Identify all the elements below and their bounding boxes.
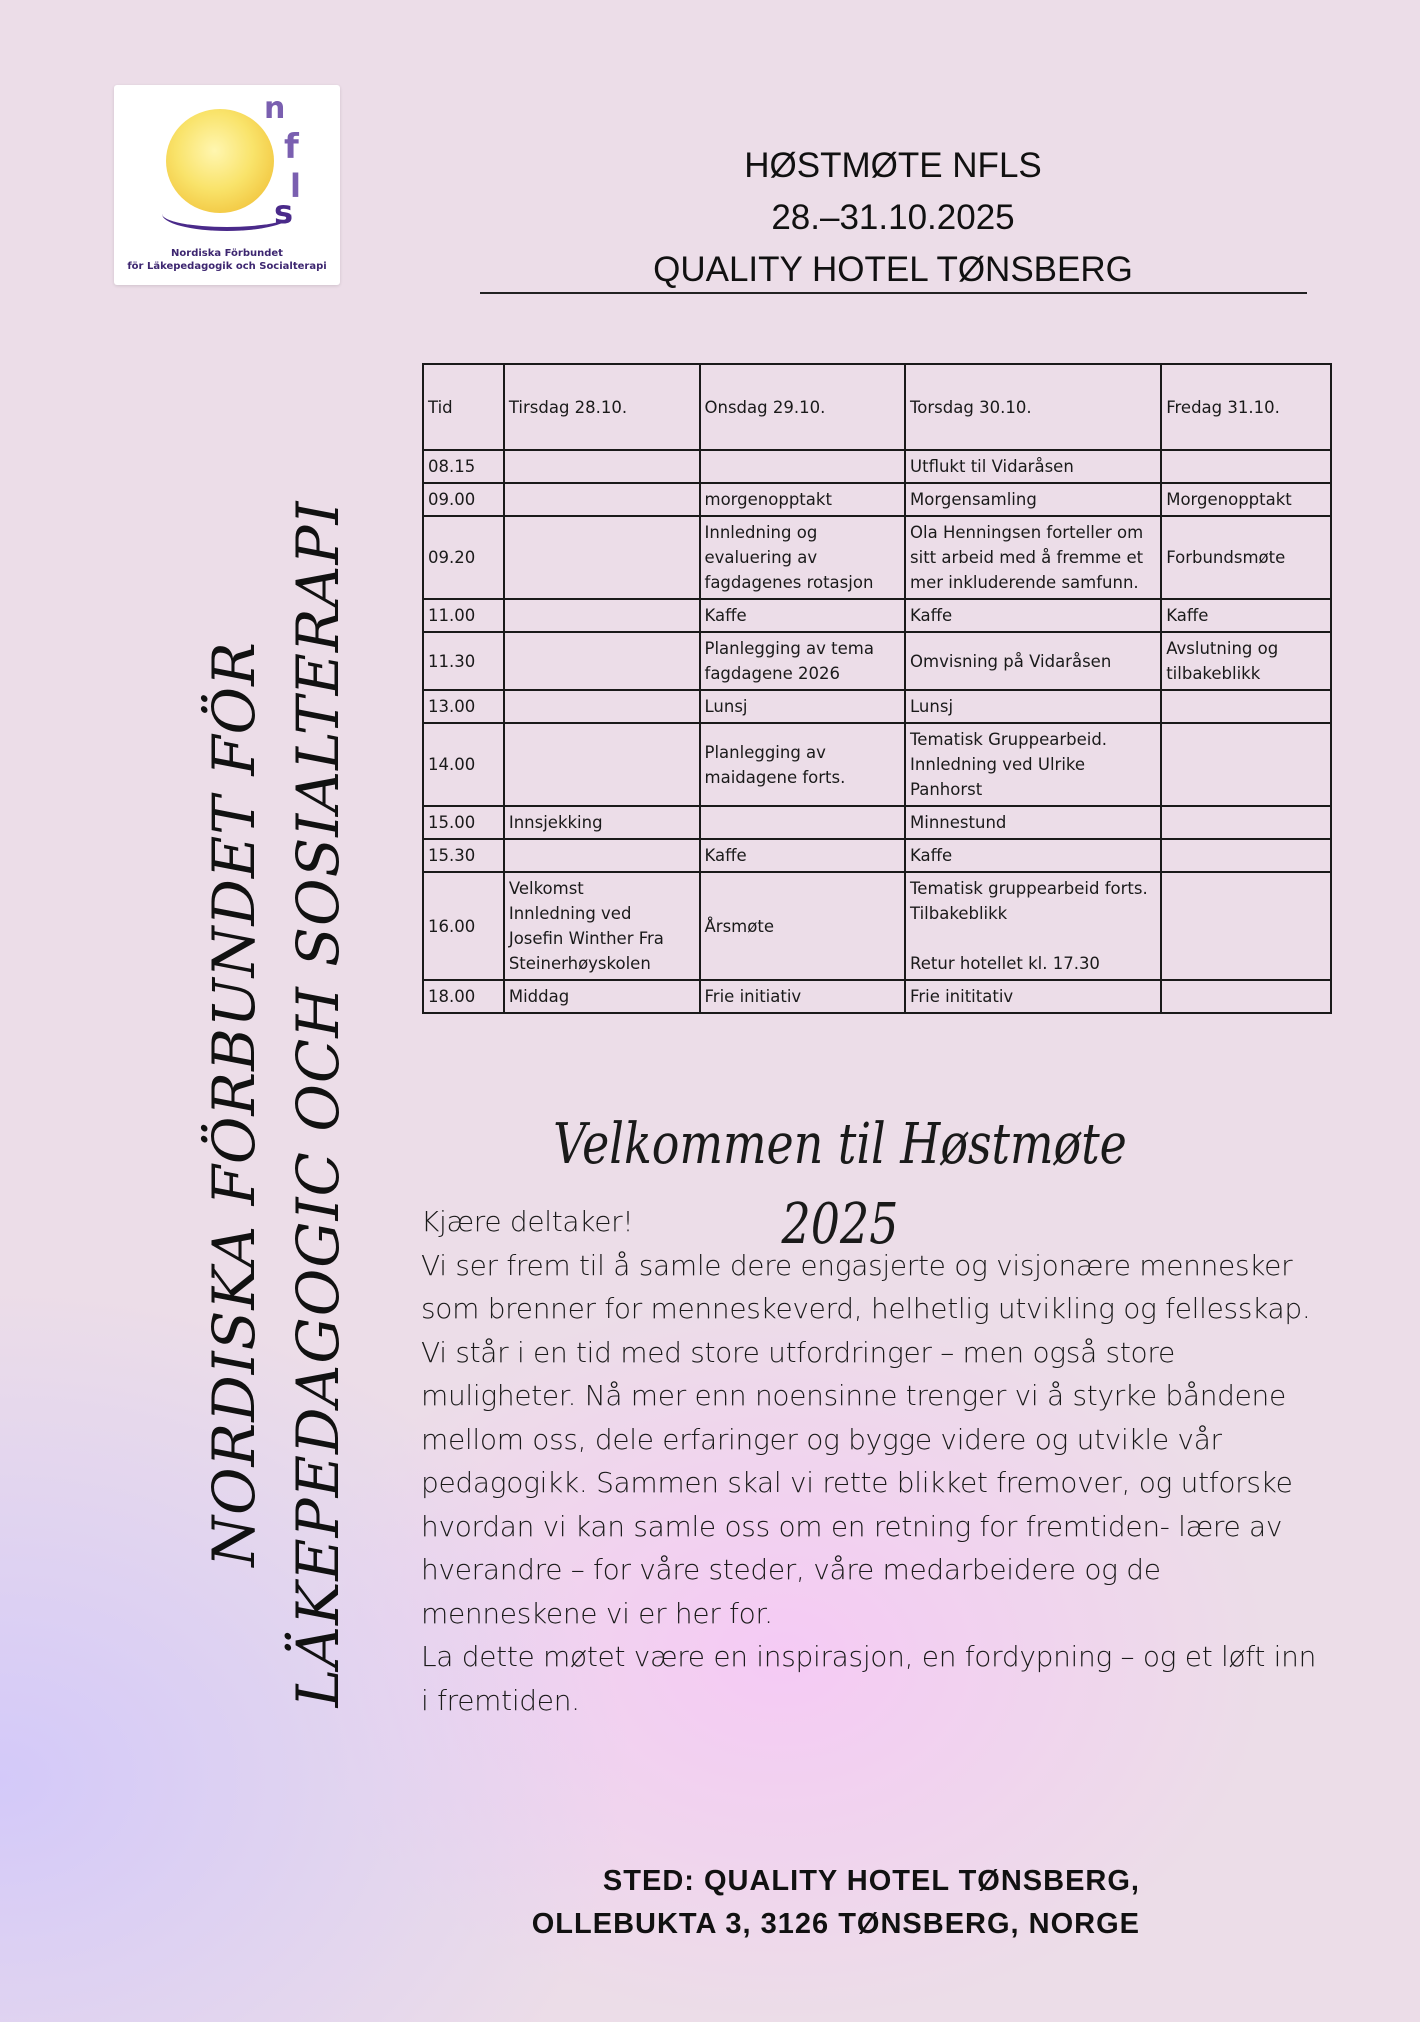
schedule-cell <box>700 806 906 839</box>
schedule-cell <box>1161 839 1331 872</box>
schedule-cell: Forbundsmøte <box>1161 516 1331 599</box>
schedule-row <box>423 690 1331 723</box>
schedule-cell: Innledning og evaluering av fagdagenes rotasjon <box>700 516 906 599</box>
time-cell: 13.00 <box>423 690 504 723</box>
schedule-cell: Kaffe <box>905 599 1161 632</box>
column-header: Torsdag 30.10. <box>905 364 1161 450</box>
welcome-letter <box>421 1200 1321 1722</box>
schedule-cell <box>700 450 906 483</box>
column-header: Tirsdag 28.10. <box>504 364 700 450</box>
schedule-cell: Morgensamling <box>905 483 1161 516</box>
schedule-row <box>423 980 1331 1013</box>
schedule-cell: Planlegging av tema fagdagene 2026 <box>700 632 906 690</box>
schedule-cell: Kaffe <box>1161 599 1331 632</box>
schedule-cell: Frie inititativ <box>905 980 1161 1013</box>
schedule-row <box>423 599 1331 632</box>
schedule-header-row <box>423 364 1331 450</box>
event-title: HØSTMØTE NFLS <box>744 146 1042 185</box>
schedule-cell: Ola Henningsen forteller om sitt arbeid med å fremme et mer inkluderende samfunn. <box>905 516 1161 599</box>
schedule-cell <box>1161 690 1331 723</box>
schedule-cell <box>504 632 700 690</box>
schedule-cell: Utflukt til Vidaråsen <box>905 450 1161 483</box>
schedule-cell: Lunsj <box>700 690 906 723</box>
schedule-cell <box>504 483 700 516</box>
schedule-cell: morgenopptakt <box>700 483 906 516</box>
header-divider <box>480 292 1307 294</box>
venue-address <box>480 1860 1140 1946</box>
schedule-cell: Tematisk gruppearbeid forts. Tilbakeblikk Retur hotellet kl. 17.30 <box>905 872 1161 980</box>
schedule-cell: Innsjekking <box>504 806 700 839</box>
time-cell: 09.20 <box>423 516 504 599</box>
address-line1: STED: QUALITY HOTEL TØNSBERG, <box>602 1865 1140 1897</box>
nfls-logo <box>114 85 340 285</box>
letter-paragraph: La dette møtet være en inspirasjon, en fordypning – og et løft inn i fremtiden. <box>421 1640 1317 1717</box>
schedule-cell <box>1161 872 1331 980</box>
event-dates: 28.–31.10.2025 <box>771 198 1015 237</box>
address-line2: OLLEBUKTA 3, 3126 TØNSBERG, NORGE <box>531 1908 1140 1940</box>
time-cell: 08.15 <box>423 450 504 483</box>
schedule-row <box>423 723 1331 806</box>
schedule-row <box>423 872 1331 980</box>
letter-greeting: Kjære deltaker! <box>421 1205 634 1238</box>
letter-paragraph: Vi står i en tid med store utfordringer – men også store muligheter. Nå mer enn noensinne trenger vi å styrke båndene mellom oss, dele erfaringer og bygge videre og utvikle vår pedagogikk. Sammen skal vi rette blikket fremover, og utforske hvordan vi kan samle oss om en retning for fremtiden- lære av hverandre – for våre steder, våre medarbeidere og de menneskene vi er her for. <box>421 1335 1293 1630</box>
schedule-cell: Middag <box>504 980 700 1013</box>
time-cell: 11.00 <box>423 599 504 632</box>
schedule-table <box>422 363 1332 1014</box>
column-header: Tid <box>423 364 504 450</box>
schedule-cell <box>504 723 700 806</box>
time-cell: 15.30 <box>423 839 504 872</box>
schedule-row <box>423 632 1331 690</box>
schedule-cell: Lunsj <box>905 690 1161 723</box>
column-header: Onsdag 29.10. <box>700 364 906 450</box>
schedule-row <box>423 806 1331 839</box>
time-cell: 14.00 <box>423 723 504 806</box>
schedule-cell: Morgenopptakt <box>1161 483 1331 516</box>
logo-caption-line1: Nordiska Förbundet <box>171 248 283 259</box>
schedule-cell <box>1161 450 1331 483</box>
schedule-cell: Tematisk Gruppearbeid. Innledning ved Ulrike Panhorst <box>905 723 1161 806</box>
schedule-cell <box>504 839 700 872</box>
welcome-title: Velkommen til Høstmøte 2025 <box>553 1112 1127 1257</box>
column-header: Fredag 31.10. <box>1161 364 1331 450</box>
schedule-cell: Kaffe <box>700 599 906 632</box>
side-title <box>192 494 362 1714</box>
schedule-cell <box>504 450 700 483</box>
schedule-cell <box>1161 806 1331 839</box>
schedule-cell: Avslutning og tilbakeblikk <box>1161 632 1331 690</box>
letter-paragraph: Vi ser frem til å samle dere engasjerte og visjonære mennesker som brenner for menneskeverd, helhetlig utvikling og fellesskap. <box>421 1248 1311 1325</box>
schedule-cell <box>504 690 700 723</box>
swoosh-logo-icon <box>162 197 292 231</box>
logo-letter-f: f <box>284 127 299 167</box>
schedule-cell <box>1161 980 1331 1013</box>
event-venue: QUALITY HOTEL TØNSBERG <box>653 250 1133 289</box>
schedule-cell: Kaffe <box>700 839 906 872</box>
side-title-line1: NORDISKA FÖRBUNDET FÖR <box>200 641 268 1567</box>
schedule-cell: Omvisning på Vidaråsen <box>905 632 1161 690</box>
time-cell: 16.00 <box>423 872 504 980</box>
side-title-line2: LÄKEPEDAGOGIC OCH SOSIALTERAPI <box>284 500 352 1708</box>
schedule-cell <box>1161 723 1331 806</box>
time-cell: 15.00 <box>423 806 504 839</box>
schedule-cell: Planlegging av maidagene forts. <box>700 723 906 806</box>
page-header <box>480 140 1306 296</box>
schedule-cell: Kaffe <box>905 839 1161 872</box>
logo-letter-s: s <box>274 193 294 231</box>
time-cell: 11.30 <box>423 632 504 690</box>
schedule-cell: Velkomst Innledning ved Josefin Winther Fra Steinerhøyskolen <box>504 872 700 980</box>
schedule-cell: Frie initiativ <box>700 980 906 1013</box>
logo-caption-line2: för Läkepedagogik och Socialterapi <box>127 261 327 272</box>
time-cell: 09.00 <box>423 483 504 516</box>
schedule-cell: Minnestund <box>905 806 1161 839</box>
schedule-row <box>423 483 1331 516</box>
schedule-cell: Årsmøte <box>700 872 906 980</box>
logo-letter-n: n <box>264 91 286 126</box>
time-cell: 18.00 <box>423 980 504 1013</box>
logo-letter-l: l <box>290 167 301 205</box>
schedule-cell <box>504 516 700 599</box>
schedule-row <box>423 450 1331 483</box>
schedule-row <box>423 839 1331 872</box>
schedule-row <box>423 516 1331 599</box>
schedule-cell <box>504 599 700 632</box>
